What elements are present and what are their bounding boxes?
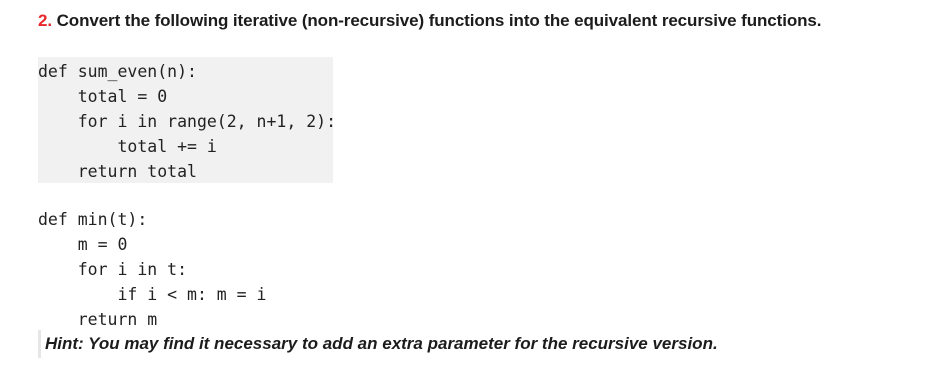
code-sum-even: [38, 59, 336, 184]
code-line: def min(t):: [38, 210, 148, 229]
code-line: total = 0: [38, 87, 168, 106]
code-line: for i in range(2, n+1, 2):: [38, 112, 337, 131]
code-line: m = 0: [38, 235, 128, 254]
code-line: return total: [38, 162, 197, 181]
code-line: total += i: [38, 137, 217, 156]
hint-text: Hint: You may find it necessary to add an extra parameter for the recursive version.: [45, 334, 718, 353]
code-line: return m: [38, 310, 158, 329]
code-min: [38, 207, 266, 332]
question-number: 2.: [38, 11, 52, 30]
code-line: if i < m: m = i: [38, 285, 267, 304]
hint-quote-bar: [38, 330, 41, 358]
code-line: for i in t:: [38, 260, 188, 279]
question-heading: [38, 11, 821, 31]
code-line: def sum_even(n):: [38, 62, 197, 81]
question-text: Convert the following iterative (non-recursive) functions into the equivalent recursive functions.: [51, 11, 822, 30]
